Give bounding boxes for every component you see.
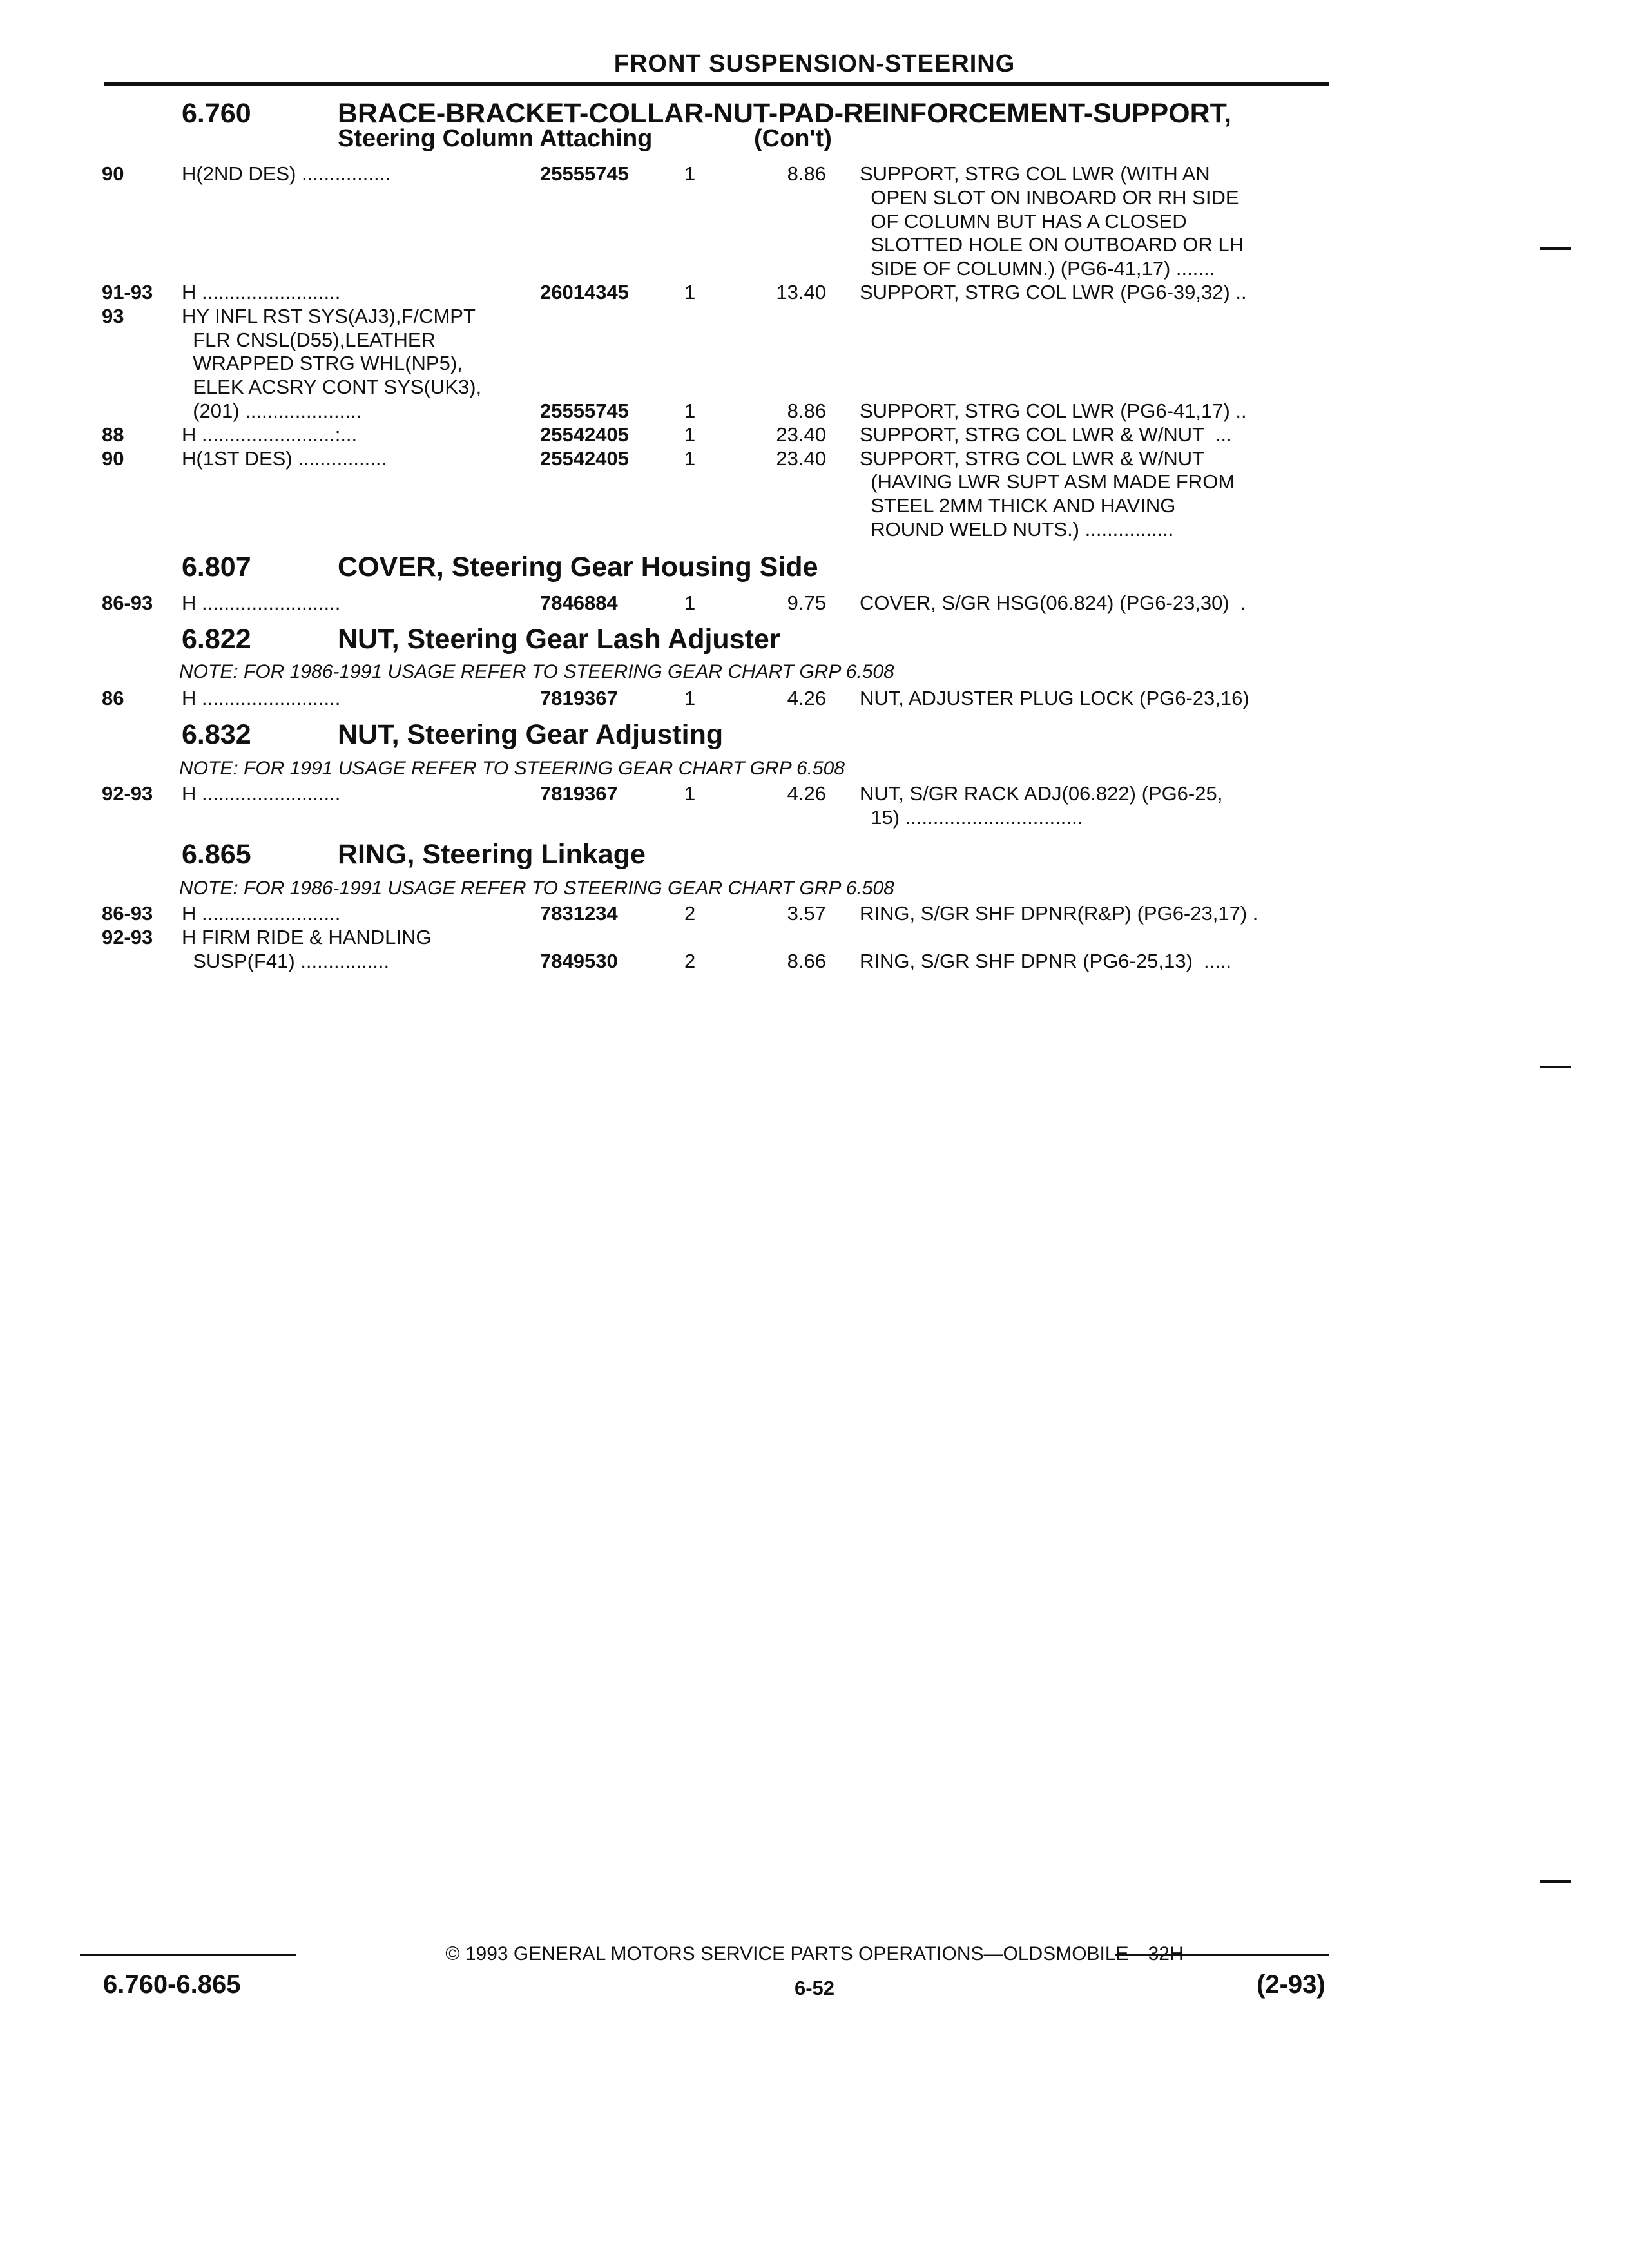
group-number: 6.832 [182, 719, 251, 750]
model-years: 90 [102, 447, 124, 470]
table-row [0, 518, 1629, 541]
quantity: 1 [684, 162, 696, 185]
part-description: RING, S/GR SHF DPNR (PG6-25,13) ..... [860, 949, 1232, 972]
model-usage: HY INFL RST SYS(AJ3),F/CMPT [182, 304, 476, 327]
group-title: COVER, Steering Gear Housing Side [338, 552, 818, 582]
part-description: SUPPORT, STRG COL LWR (PG6-39,32) .. [860, 281, 1247, 303]
model-usage: H ......................... [182, 687, 341, 709]
part-description: RING, S/GR SHF DPNR(R&P) (PG6-23,17) . [860, 902, 1258, 925]
table-row [0, 926, 1629, 949]
table-row [0, 470, 1629, 494]
part-number: 25555745 [540, 162, 629, 185]
group-subtitle: Steering Column Attaching [338, 125, 653, 152]
table-row [0, 281, 1629, 304]
table-row [0, 447, 1629, 470]
table-row [0, 782, 1629, 805]
part-description: SUPPORT, STRG COL LWR (PG6-41,17) .. [860, 399, 1247, 422]
table-row [0, 305, 1629, 328]
price: 23.40 [776, 423, 826, 446]
quantity: 1 [684, 687, 696, 709]
margin-mark [1540, 247, 1571, 250]
quantity: 1 [684, 281, 696, 303]
table-row [0, 329, 1629, 352]
table-row [0, 950, 1629, 973]
model-usage: ELEK ACSRY CONT SYS(UK3), [182, 376, 482, 399]
part-description: NUT, S/GR RACK ADJ(06.822) (PG6-25, [860, 782, 1223, 805]
part-description: SLOTTED HOLE ON OUTBOARD OR LH [860, 233, 1244, 256]
model-usage: H ......................... [182, 782, 341, 805]
table-row [0, 494, 1629, 517]
part-number: 7819367 [540, 687, 618, 709]
group-title: NUT, Steering Gear Adjusting [338, 719, 724, 750]
model-usage: (201) ..................... [182, 399, 362, 422]
quantity: 1 [684, 399, 696, 422]
model-years: 88 [102, 423, 124, 446]
price: 23.40 [776, 447, 826, 470]
price: 8.66 [787, 949, 826, 972]
model-usage: H ........................:... [182, 423, 358, 446]
quantity: 1 [684, 447, 696, 470]
price: 4.26 [787, 687, 826, 709]
group-note: NOTE: FOR 1986-1991 USAGE REFER TO STEERING GEAR CHART GRP 6.508 [179, 878, 894, 899]
part-description: SUPPORT, STRG COL LWR (WITH AN [860, 162, 1210, 185]
model-years: 91-93 [102, 281, 153, 303]
group-number: 6.865 [182, 839, 251, 870]
part-description: STEEL 2MM THICK AND HAVING [860, 494, 1176, 517]
part-description: 15) ................................ [860, 805, 1083, 829]
part-description: ROUND WELD NUTS.) ................ [860, 518, 1174, 541]
quantity: 2 [684, 949, 696, 972]
part-number: 25555745 [540, 399, 629, 422]
part-description: OPEN SLOT ON INBOARD OR RH SIDE [860, 186, 1239, 209]
group-number: 6.822 [182, 624, 251, 655]
model-years: 86 [102, 687, 124, 709]
quantity: 1 [684, 591, 696, 614]
model-years: 92-93 [102, 925, 153, 948]
part-description: NUT, ADJUSTER PLUG LOCK (PG6-23,16) [860, 687, 1249, 709]
margin-mark [1540, 1066, 1571, 1068]
page-number: 6-52 [794, 1977, 835, 1999]
table-row [0, 162, 1629, 186]
margin-mark [1540, 1880, 1571, 1883]
part-number: 7846884 [540, 591, 618, 614]
table-row [0, 352, 1629, 375]
table-row [0, 591, 1629, 615]
quantity: 2 [684, 902, 696, 925]
part-description: SUPPORT, STRG COL LWR & W/NUT ... [860, 423, 1232, 446]
group-title: RING, Steering Linkage [338, 839, 646, 870]
part-description: (HAVING LWR SUPT ASM MADE FROM [860, 470, 1235, 494]
model-usage: H FIRM RIDE & HANDLING [182, 925, 432, 948]
part-number: 25542405 [540, 423, 629, 446]
part-number: 7849530 [540, 949, 618, 972]
price: 3.57 [787, 902, 826, 925]
table-row [0, 233, 1629, 256]
continued-label: (Con't) [754, 125, 832, 152]
model-usage: H ......................... [182, 902, 341, 925]
model-years: 86-93 [102, 591, 153, 614]
page-range: 6.760-6.865 [103, 1970, 241, 1999]
group-note: NOTE: FOR 1991 USAGE REFER TO STEERING GEAR CHART GRP 6.508 [179, 758, 845, 779]
model-years: 92-93 [102, 782, 153, 805]
table-row [0, 376, 1629, 399]
copyright-line: © 1993 GENERAL MOTORS SERVICE PARTS OPERATIONS—OLDSMOBILE—32H [445, 1943, 1184, 1965]
table-row [0, 186, 1629, 209]
price: 13.40 [776, 281, 826, 303]
group-title: BRACE-BRACKET-COLLAR-NUT-PAD-REINFORCEMENT-SUPPORT, [338, 98, 1232, 129]
part-number: 7819367 [540, 782, 618, 805]
quantity: 1 [684, 782, 696, 805]
part-description: SIDE OF COLUMN.) (PG6-41,17) ....... [860, 257, 1215, 280]
model-usage: H ......................... [182, 591, 341, 614]
part-number: 7831234 [540, 902, 618, 925]
table-row [0, 806, 1629, 829]
quantity: 1 [684, 423, 696, 446]
model-years: 90 [102, 162, 124, 185]
model-years: 86-93 [102, 902, 153, 925]
revision-date: (2-93) [1257, 1970, 1325, 1999]
model-usage: WRAPPED STRG WHL(NP5), [182, 352, 463, 375]
page-title: FRONT SUSPENSION-STEERING [613, 50, 1016, 77]
table-row [0, 210, 1629, 233]
group-note: NOTE: FOR 1986-1991 USAGE REFER TO STEERING GEAR CHART GRP 6.508 [179, 661, 894, 682]
model-years: 93 [102, 304, 124, 327]
price: 4.26 [787, 782, 826, 805]
table-row [0, 257, 1629, 280]
model-usage: H ......................... [182, 281, 341, 303]
part-description: COVER, S/GR HSG(06.824) (PG6-23,30) . [860, 591, 1246, 614]
part-description: SUPPORT, STRG COL LWR & W/NUT [860, 447, 1205, 470]
model-usage: H(2ND DES) ................ [182, 162, 390, 185]
table-row [0, 399, 1629, 423]
table-row [0, 687, 1629, 710]
price: 8.86 [787, 399, 826, 422]
model-usage: H(1ST DES) ................ [182, 447, 387, 470]
header-rule [104, 82, 1329, 86]
part-number: 26014345 [540, 281, 629, 303]
model-usage: FLR CNSL(D55),LEATHER [182, 328, 436, 351]
group-number: 6.807 [182, 552, 251, 582]
table-row [0, 423, 1629, 447]
part-number: 25542405 [540, 447, 629, 470]
group-number: 6.760 [182, 98, 251, 129]
model-usage: SUSP(F41) ................ [182, 949, 390, 972]
price: 8.86 [787, 162, 826, 185]
group-title: NUT, Steering Gear Lash Adjuster [338, 624, 780, 655]
table-row [0, 902, 1629, 925]
price: 9.75 [787, 591, 826, 614]
part-description: OF COLUMN BUT HAS A CLOSED [860, 209, 1187, 233]
